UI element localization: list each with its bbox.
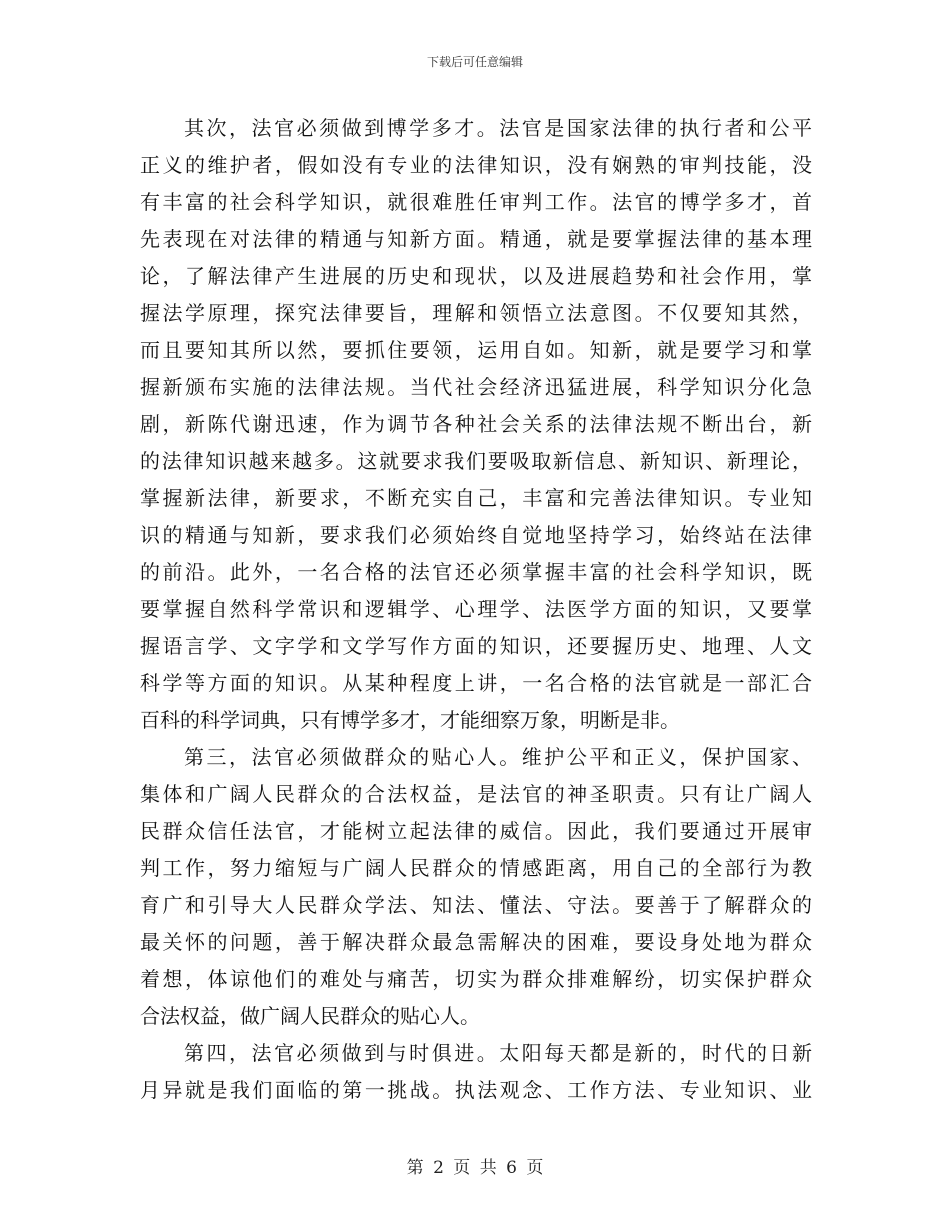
page-header: 下载后可任意编辑: [426, 55, 523, 69]
page-footer: 第 2 页 共 6 页: [406, 1158, 544, 1178]
text-line: 其次，法官必须做到博学多才。法官是国家法律的执行者和公平: [184, 116, 812, 140]
text-line: 第三，法官必须做群众的贴心人。维护公平和正义，保护国家、: [184, 745, 812, 769]
text-line: 握语言学、文字学和文学写作方面的知识，还要握历史、地理、人文: [140, 634, 812, 658]
text-line: 有丰富的社会科学知识，就很难胜任审判工作。法官的博学多才，首: [140, 190, 812, 214]
text-line: 剧，新陈代谢迅速，作为调节各种社会关系的法律法规不断出台，新: [140, 412, 812, 436]
text-line: 着想，体谅他们的难处与痛苦，切实为群众排难解纷，切实保护群众: [140, 967, 812, 991]
text-line: 先表现在对法律的精通与知新方面。精通，就是要掌握法律的基本理: [140, 227, 812, 251]
text-line: 科学等方面的知识。从某种程度上讲，一名合格的法官就是一部汇合: [140, 671, 812, 695]
text-line: 要掌握自然科学常识和逻辑学、心理学、法医学方面的知识，又要掌: [140, 597, 812, 621]
text-line: 的法律知识越来越多。这就要求我们要吸取新信息、新知识、新理论，: [140, 449, 812, 473]
text-line: 掌握新法律，新要求，不断充实自己，丰富和完善法律知识。专业知: [140, 486, 812, 510]
text-line: 识的精通与知新，要求我们必须始终自觉地坚持学习，始终站在法律: [140, 523, 812, 547]
text-line: 育广和引导大人民群众学法、知法、懂法、守法。要善于了解群众的: [140, 893, 812, 917]
text-line: 民群众信任法官，才能树立起法律的威信。因此，我们要通过开展审: [140, 819, 812, 843]
text-line: 握新颁布实施的法律法规。当代社会经济迅猛进展，科学知识分化急: [140, 375, 812, 399]
text-line: 月异就是我们面临的第一挑战。执法观念、工作方法、专业知识、业: [140, 1078, 812, 1102]
text-line: 论，了解法律产生进展的历史和现状，以及进展趋势和社会作用，掌: [140, 264, 812, 288]
text-line: 而且要知其所以然，要抓住要领，运用自如。知新，就是要学习和掌: [140, 338, 812, 362]
text-line: 握法学原理，探究法律要旨，理解和领悟立法意图。不仅要知其然，: [140, 301, 812, 325]
text-line: 正义的维护者，假如没有专业的法律知识，没有娴熟的审判技能，没: [140, 153, 812, 177]
text-line: 第四，法官必须做到与时俱进。太阳每天都是新的，时代的日新: [184, 1041, 812, 1065]
text-line: 的前沿。此外，一名合格的法官还必须掌握丰富的社会科学知识，既: [140, 560, 812, 584]
text-line: 合法权益，做广阔人民群众的贴心人。: [140, 1004, 480, 1028]
text-line: 判工作，努力缩短与广阔人民群众的情感距离，用自己的全部行为教: [140, 856, 812, 880]
text-line: 集体和广阔人民群众的合法权益，是法官的神圣职责。只有让广阔人: [140, 782, 812, 806]
document-body: [140, 110, 812, 1109]
text-line: 百科的科学词典，只有博学多才，才能细察万象，明断是非。: [140, 708, 680, 732]
text-line: 最关怀的问题，善于解决群众最急需解决的困难，要设身处地为群众: [140, 930, 812, 954]
